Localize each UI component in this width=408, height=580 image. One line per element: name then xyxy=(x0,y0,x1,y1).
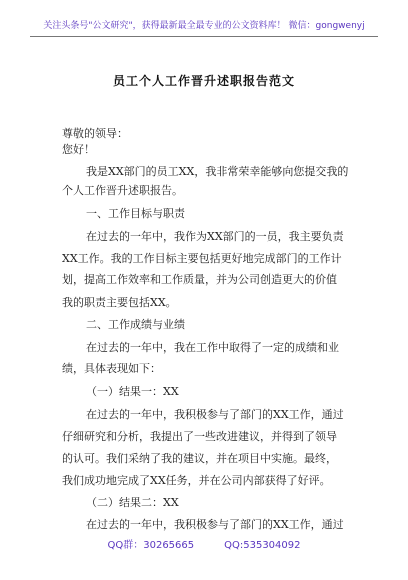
section-heading: 二、工作成绩与业绩 xyxy=(86,318,185,331)
footer-contact xyxy=(0,536,408,551)
body-line: 我的职责主要包括XX。 xyxy=(62,296,177,309)
body-line: 仔细研究和分析，我提出了一些改进建议，并得到了领导 xyxy=(62,430,337,443)
body-line: 在过去的一年中，我在工作中取得了一定的成绩和业 xyxy=(86,341,339,354)
subsection-heading: （二）结果二：XX xyxy=(86,496,179,509)
body-line: 划，提高工作效率和工作质量，并为公司创造更大的价值 xyxy=(62,273,337,286)
body-line: 我们成功地完成了XX任务，并在公司内部获得了好评。 xyxy=(62,474,331,487)
body-line: 个人工作晋升述职报告。 xyxy=(62,184,183,197)
body-line: XX工作。我的工作目标主要包括更好地完成部门的工作计 xyxy=(62,252,342,265)
document-title: 员工个人工作晋升述职报告范文 xyxy=(112,74,295,88)
footer-qq-number: QQ:535304092 xyxy=(224,540,301,551)
body-line: 绩，具体表现如下： xyxy=(62,362,161,375)
section-heading: 一、工作目标与职责 xyxy=(86,207,185,220)
subsection-heading: （一）结果一：XX xyxy=(86,385,179,398)
header-divider xyxy=(30,36,378,37)
header-banner: 关注头条号"公文研究"，获得最新最全最专业的公文资料库！ 微信：gongwenyj xyxy=(43,21,365,31)
salutation-line: 尊敬的领导： xyxy=(62,127,128,140)
body-line: 在过去的一年中，我积极参与了部门的XX工作，通过 xyxy=(86,408,344,421)
body-line: 在过去的一年中，我作为XX部门的一员，我主要负责 xyxy=(86,230,344,243)
body-line: 的认可。我们采纳了我的建议，并在项目中实施。最终， xyxy=(62,452,337,465)
body-line: 我是XX部门的员工XX，我非常荣幸能够向您提交我的 xyxy=(86,165,349,178)
footer-qq-group: QQ群：30265665 xyxy=(107,540,195,551)
greeting-line: 您好！ xyxy=(62,143,95,156)
body-line: 在过去的一年中，我积极参与了部门的XX工作，通过 xyxy=(86,518,344,531)
